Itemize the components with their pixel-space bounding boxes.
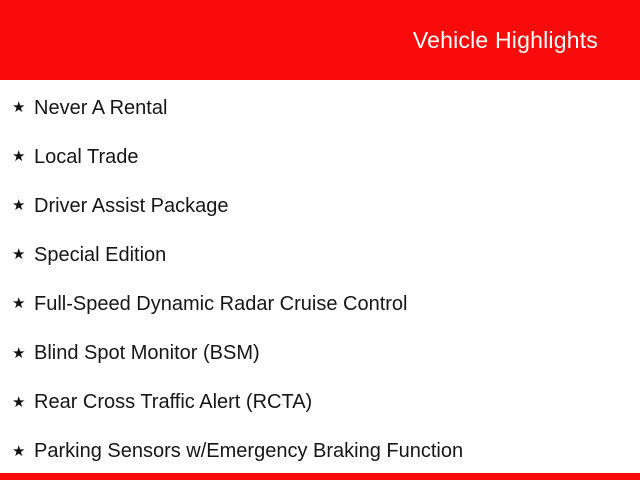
list-item xyxy=(0,378,640,427)
list-item-label: Local Trade xyxy=(34,145,139,168)
list-item xyxy=(0,83,640,132)
list-item-label: Rear Cross Traffic Alert (RCTA) xyxy=(34,391,313,414)
list-item xyxy=(0,181,640,230)
list-item xyxy=(0,427,640,476)
star-bullet-icon: ★ xyxy=(12,99,26,117)
star-bullet-icon: ★ xyxy=(12,148,26,166)
list-item-label: Full-Speed Dynamic Radar Cruise Control xyxy=(34,292,408,315)
star-bullet-icon: ★ xyxy=(12,393,26,411)
header-bar xyxy=(0,0,640,80)
list-item xyxy=(0,230,640,279)
list-item xyxy=(0,279,640,328)
highlight-list xyxy=(0,80,640,476)
list-item xyxy=(0,328,640,377)
star-bullet-icon: ★ xyxy=(12,246,26,264)
list-item-label: Never A Rental xyxy=(34,96,168,119)
star-bullet-icon: ★ xyxy=(12,197,26,215)
list-item-label: Driver Assist Package xyxy=(34,194,229,217)
list-item-label: Parking Sensors w/Emergency Braking Function xyxy=(34,440,464,463)
footer-bar xyxy=(0,473,640,480)
star-bullet-icon: ★ xyxy=(12,295,26,313)
list-item xyxy=(0,132,640,181)
page-title: Vehicle Highlights xyxy=(412,26,598,53)
star-bullet-icon: ★ xyxy=(12,344,26,362)
list-item-label: Blind Spot Monitor (BSM) xyxy=(34,342,260,365)
star-bullet-icon: ★ xyxy=(12,442,26,460)
list-item-label: Special Edition xyxy=(34,243,167,266)
